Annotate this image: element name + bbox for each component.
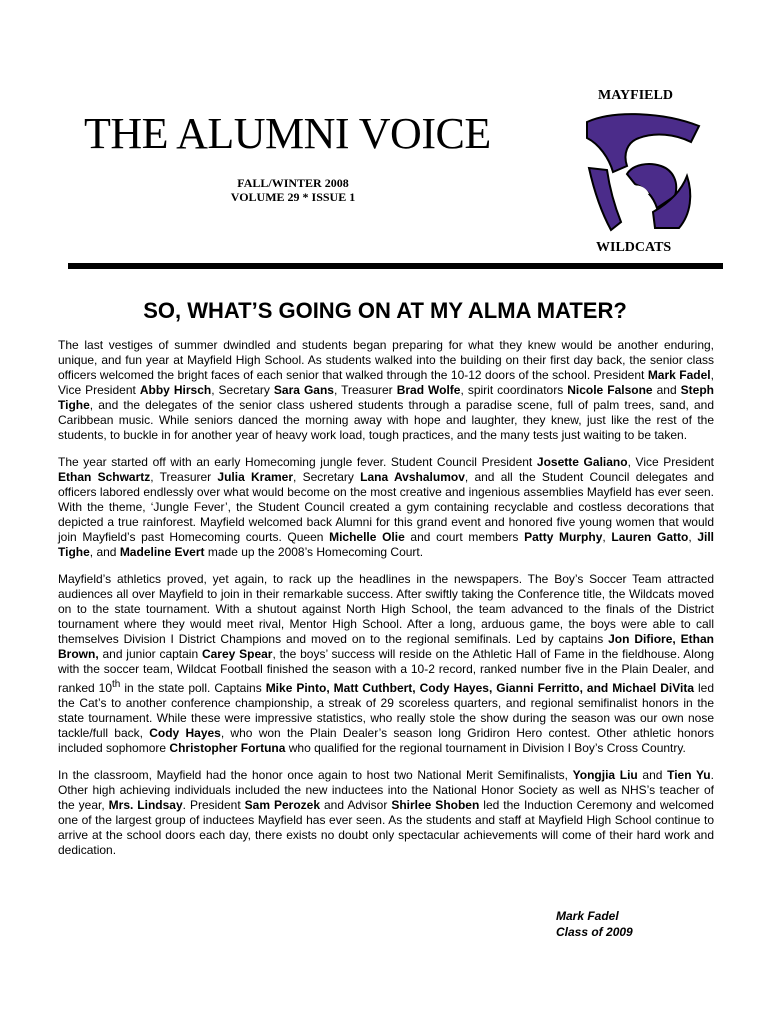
bold-name: Sam Perozek <box>244 798 320 812</box>
text-run: , Treasurer <box>333 383 397 397</box>
article-paragraph-3 <box>58 572 714 756</box>
text-run: , Secretary <box>211 383 274 397</box>
text-run: , and all the Student Council delegates and officers labored endlessly over what would become on the most creative and ingenious assemblies Mayfield has ever seen. With the theme, ‘Jungle Fever’, the Student Council created a gym containing recyclable and costless decorations that depicted a true rainforest. Mayfield welcomed back Alumni for this grand event and honored five young women that would join Mayfield’s past Homecoming courts. Queen <box>58 470 715 544</box>
bold-name: Carey Spear <box>201 647 273 661</box>
article-paragraph-4 <box>58 768 714 858</box>
issue-date: FALL/WINTER 2008 <box>237 176 349 190</box>
text-run: and Advisor <box>320 798 392 812</box>
bold-name: Cody Hayes <box>149 726 221 740</box>
masthead-divider <box>68 263 723 269</box>
bold-name: Lauren Gatto <box>611 530 689 544</box>
bold-name: Jill Tighe <box>58 530 715 559</box>
bold-name: Madeline Evert <box>119 545 205 559</box>
text-run: , and <box>89 545 120 559</box>
bold-name: Mrs. Lindsay <box>108 798 183 812</box>
bold-name: Sara Gans <box>273 383 334 397</box>
text-run: . Other high achieving individuals included the new inductees into the National Honor Society as well as NHS’s teacher of the year, <box>58 768 714 812</box>
bold-name: Christopher Fortuna <box>169 741 286 755</box>
school-name: MAYFIELD <box>598 88 673 103</box>
newsletter-title: THE ALUMNI VOICE <box>84 109 491 158</box>
bold-name: Julia Kramer <box>217 470 294 484</box>
text-run: , the boys’ success will reside on the Athletic Hall of Fame in the fieldhouse. Along with the soccer team, Wildcat Football finished the season with a 10-2 record, ranked number five in the Plain Dealer, and ranked 10 <box>58 647 714 695</box>
text-run: and court members <box>404 530 525 544</box>
bold-name: Nicole Falsone <box>567 383 653 397</box>
text-run: led the Cat’s to another conference championship, a streak of 29 scoreless quarters, and regional semifinalist honors in the state tournament. While these were impressive statistics, who really stole the show during the season was our own nose tackle/full back, <box>58 681 715 740</box>
text-run: , Vice President <box>58 368 714 397</box>
bold-name: Patty Murphy <box>524 530 603 544</box>
bold-name: Mike Pinto, Matt Cuthbert, Cody Hayes, Gianni Ferritto, and Michael DiVita <box>265 681 695 695</box>
bold-name: Steph Tighe <box>58 383 714 412</box>
article-paragraph-2 <box>58 455 714 560</box>
bold-name: Lana Avshalumov <box>360 470 465 484</box>
text-run: In the classroom, Mayfield had the honor once again to host two National Merit Semifinalists, <box>58 768 573 782</box>
text-run: , <box>688 530 698 544</box>
text-run: in the state poll. Captains <box>120 681 266 695</box>
bold-name: Josette Galiano <box>536 455 628 469</box>
bold-name: Abby Hirsch <box>139 383 212 397</box>
mascot-name: WILDCATS <box>596 240 672 255</box>
bold-name: Brad Wolfe <box>396 383 461 397</box>
text-run: , spirit coordinators <box>460 383 568 397</box>
text-run: , Secretary <box>293 470 361 484</box>
bold-name: Tien Yu <box>667 768 711 782</box>
ordinal-suffix: th <box>112 679 121 690</box>
author-signature <box>556 908 633 940</box>
bold-name: Michelle Olie <box>329 530 405 544</box>
article-paragraph-1 <box>58 338 714 443</box>
bold-name: Ethan Schwartz <box>58 470 151 484</box>
text-run: made up the 2008’s Homecoming Court. <box>204 545 424 559</box>
bold-name: Yongjia Liu <box>572 768 638 782</box>
text-run: , who won the Plain Dealer’s season long Gridiron Hero contest. Other athletic honors included sophomore <box>58 726 714 755</box>
bold-name: Mark Fadel <box>647 368 711 382</box>
text-run: , Treasurer <box>150 470 218 484</box>
bold-name: Jon Difiore, Ethan Brown, <box>58 632 714 661</box>
author-class: Class of 2009 <box>556 925 633 939</box>
text-run: and <box>652 383 681 397</box>
text-run: , Vice President <box>627 455 714 469</box>
text-run: who qualified for the regional tournament in Division I Boy’s Cross Country. <box>285 741 686 755</box>
text-run: . President <box>182 798 245 812</box>
text-run: and junior captain <box>98 647 202 661</box>
wildcat-paw-logo-icon <box>583 112 703 234</box>
bold-name: Shirlee Shoben <box>391 798 480 812</box>
author-name: Mark Fadel <box>556 909 619 923</box>
volume-issue: VOLUME 29 * ISSUE 1 <box>230 190 356 204</box>
text-run: The year started off with an early Homecoming jungle fever. Student Council President <box>58 455 537 469</box>
text-run: and <box>637 768 668 782</box>
text-run: , and the delegates of the senior class ushered students through a paradise scene, full of palm trees, sand, and Caribbean music. While seniors danced the morning away with hope and laughter, they knew, just like the rest of the students, to buckle in for another year of heavy work load, tough practices, and the many tests just waiting to be taken. <box>58 398 714 442</box>
article-headline: SO, WHAT’S GOING ON AT MY ALMA MATER? <box>143 298 627 323</box>
text-run: Mayfield’s athletics proved, yet again, to rack up the headlines in the newspapers. The Boy’s Soccer Team attracted audiences all over Mayfield to join in their remarkable success. After swiftly taking the Conference title, the Wildcats moved on to the state tournament. With a shutout against North High School, the team advanced to the finals of the District tournament where they would meet rival, Mentor High School. After a long, arduous game, the boys were able to call themselves Division I District Champions and moved on to the regional semifinals. Led by captains <box>58 572 714 646</box>
text-run: The last vestiges of summer dwindled and students began preparing for what they knew would be another enduring, unique, and fun year at Mayfield High School. As students walked into the building on their first day back, the senior class officers welcomed the bright faces of each senior that walked through the 10-12 doors of the school. President <box>58 338 714 382</box>
text-run: , <box>602 530 612 544</box>
text-run: led the Induction Ceremony and welcomed one of the largest group of inductees Mayfield has ever seen. As the students and staff at Mayfield High School continue to arrive at the school doors each day, there exists no doubt only spectacular achievements will come of their hard work and dedication. <box>58 798 714 857</box>
article-body <box>58 338 714 870</box>
